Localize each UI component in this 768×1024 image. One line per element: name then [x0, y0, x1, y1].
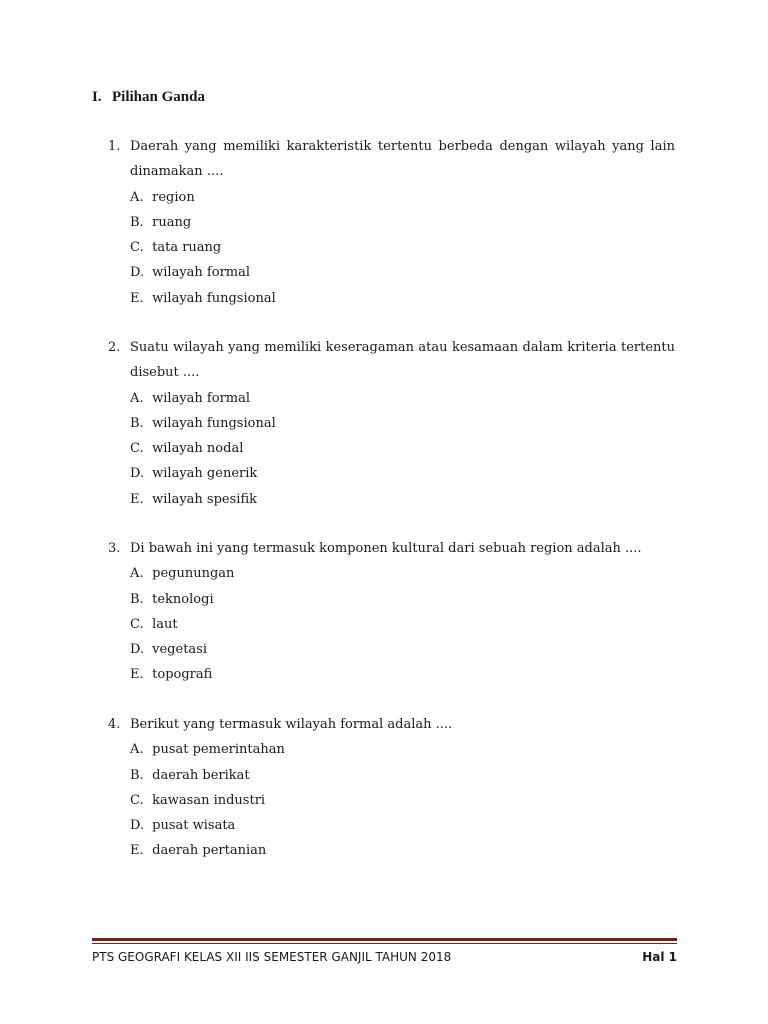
question-text: Di bawah ini yang termasuk komponen kultural dari sebuah region adalah .... [130, 541, 642, 556]
option-d [130, 260, 675, 285]
option-list [130, 185, 675, 311]
option-text: wilayah formal [152, 390, 251, 406]
option-list [130, 561, 675, 687]
option-letter: E. [130, 667, 144, 683]
option-list [130, 386, 675, 512]
question-3 [108, 536, 675, 688]
question-number: 4. [108, 717, 121, 732]
option-e [130, 487, 675, 512]
option-letter: A. [130, 189, 144, 205]
option-letter: C. [130, 240, 144, 256]
question-4 [108, 712, 675, 864]
option-d [130, 461, 675, 486]
option-letter: B. [130, 591, 144, 607]
option-c [130, 612, 675, 637]
option-letter: C. [130, 792, 144, 808]
option-b [130, 587, 675, 612]
option-text: laut [152, 616, 178, 632]
option-text: tata ruang [152, 240, 222, 256]
option-text: wilayah fungsional [152, 290, 276, 306]
option-text: topografi [152, 667, 213, 683]
option-e [130, 662, 675, 687]
option-text: wilayah generik [152, 466, 258, 482]
option-letter: D. [130, 818, 145, 834]
option-b [130, 411, 675, 436]
option-letter: B. [130, 214, 144, 230]
option-letter: A. [130, 742, 144, 758]
option-text: region [152, 189, 195, 205]
option-b [130, 210, 675, 235]
section-number: I. [92, 89, 102, 105]
question-number: 3. [108, 541, 121, 556]
option-letter: E. [130, 843, 144, 859]
option-text: pusat pemerintahan [152, 742, 285, 758]
page-number: Hal 1 [642, 950, 677, 964]
option-a [130, 185, 675, 210]
option-a [130, 561, 675, 586]
option-letter: A. [130, 390, 144, 406]
option-letter: D. [130, 466, 145, 482]
option-e [130, 838, 675, 863]
option-letter: D. [130, 265, 145, 281]
option-text: wilayah nodal [152, 441, 244, 457]
option-e [130, 286, 675, 311]
question-number: 1. [108, 139, 121, 154]
option-letter: C. [130, 616, 144, 632]
option-letter: E. [130, 491, 144, 507]
question-text: Daerah yang memiliki karakteristik tertentu berbeda dengan wilayah yang lain dinamakan .... [130, 139, 675, 180]
footer-rule-thick [92, 938, 677, 941]
section-heading [92, 87, 205, 107]
option-text: pusat wisata [152, 818, 236, 834]
option-letter: B. [130, 767, 144, 783]
option-text: wilayah fungsional [152, 415, 276, 431]
question-text: Suatu wilayah yang memiliki keseragaman atau kesamaan dalam kriteria tertentu disebut .... [130, 340, 675, 381]
option-text: ruang [152, 214, 192, 230]
option-text: pegunungan [152, 566, 235, 582]
option-d [130, 813, 675, 838]
option-c [130, 436, 675, 461]
option-text: daerah pertanian [152, 843, 267, 859]
option-c [130, 235, 675, 260]
option-text: teknologi [152, 591, 214, 607]
question-2 [108, 335, 675, 512]
option-text: wilayah spesifik [152, 491, 257, 507]
option-a [130, 386, 675, 411]
option-a [130, 737, 675, 762]
footer-title: PTS GEOGRAFI KELAS XII IIS SEMESTER GANJIL TAHUN 2018 [92, 950, 452, 964]
option-letter: A. [130, 566, 144, 582]
option-text: daerah berikat [152, 767, 250, 783]
option-b [130, 763, 675, 788]
option-list [130, 737, 675, 863]
option-letter: C. [130, 441, 144, 457]
option-text: wilayah formal [152, 265, 251, 281]
question-number: 2. [108, 340, 121, 355]
footer-rule-thin [92, 943, 677, 944]
option-letter: D. [130, 642, 145, 658]
option-d [130, 637, 675, 662]
section-title: Pilihan Ganda [112, 89, 205, 105]
option-text: vegetasi [152, 642, 207, 658]
option-letter: E. [130, 290, 144, 306]
option-c [130, 788, 675, 813]
option-text: kawasan industri [152, 792, 266, 808]
question-1 [108, 134, 675, 311]
option-letter: B. [130, 415, 144, 431]
question-text: Berikut yang termasuk wilayah formal adalah .... [130, 717, 453, 732]
